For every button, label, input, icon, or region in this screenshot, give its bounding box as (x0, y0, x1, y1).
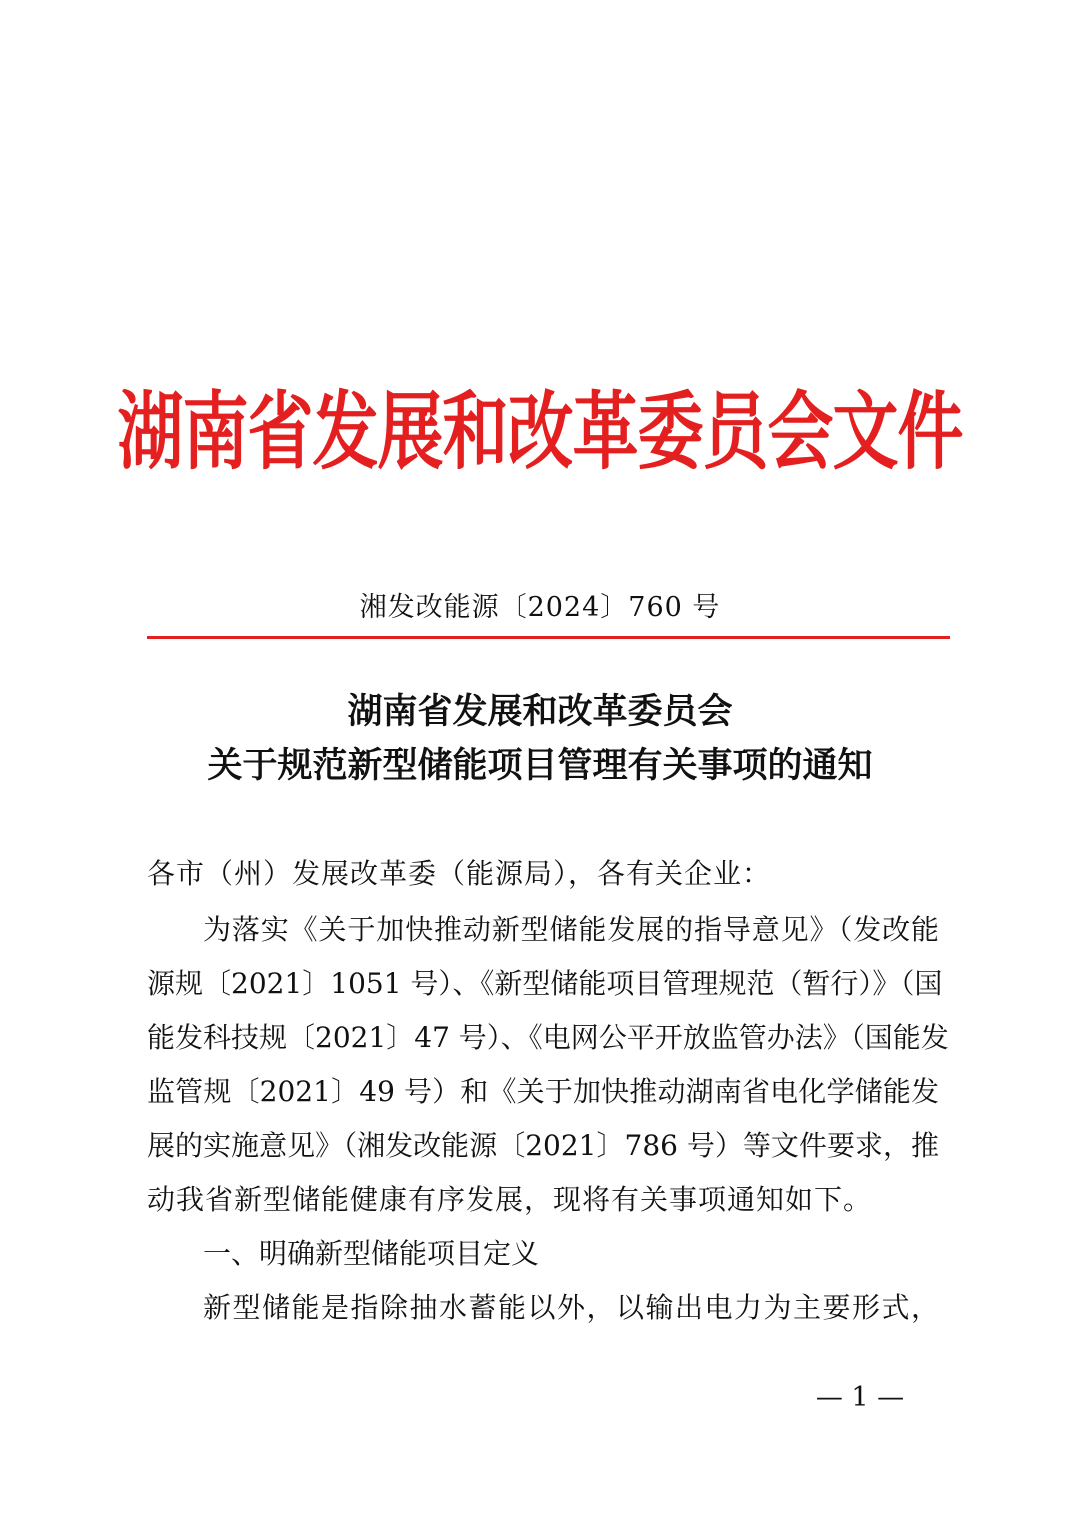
salutation: 各市（州）发展改革委（能源局），各有关企业： (147, 857, 772, 890)
document-number: 湘发改能源〔2024〕760 号 (359, 592, 721, 623)
document-title-line-2: 关于规范新型储能项目管理有关事项的通知 (207, 745, 873, 786)
red-divider-line (147, 636, 950, 639)
paragraph-1-line-2: 源规〔2021〕1051 号）、《新型储能项目管理规范（暂行）》（国 (147, 967, 943, 1000)
paragraph-1-line-1: 为落实《关于加快推动新型储能发展的指导意见》（发改能 (203, 913, 939, 946)
paragraph-1-line-3: 能发科技规〔2021〕47 号）、《电网公平开放监管办法》（国能发 (147, 1021, 949, 1054)
paragraph-1-line-5: 展的实施意见》（湘发改能源〔2021〕786 号）等文件要求，推 (147, 1129, 939, 1162)
section-1-heading: 一、明确新型储能项目定义 (203, 1237, 540, 1270)
document-title-line-1: 湖南省发展和改革委员会 (347, 691, 733, 732)
paragraph-1-line-4: 监管规〔2021〕49 号）和《关于加快推动湖南省电化学储能发 (147, 1075, 939, 1108)
paragraph-1-line-6: 动我省新型储能健康有序发展，现将有关事项通知如下。 (147, 1183, 873, 1216)
page-number: — 1 — (815, 1382, 905, 1413)
document-masthead: 湖南省发展和改革委员会文件 (117, 383, 963, 482)
section-1-first-line: 新型储能是指除抽水蓄能以外，以输出电力为主要形式， (203, 1291, 939, 1324)
